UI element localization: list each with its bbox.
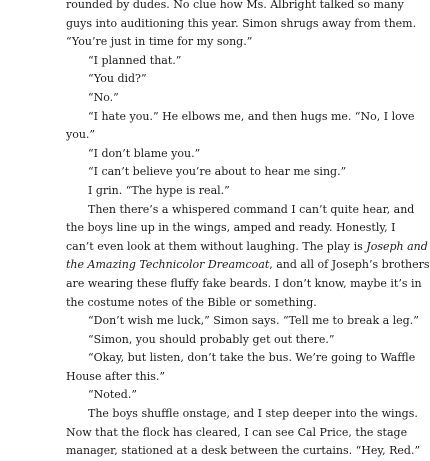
text-line: “Noted.” [88, 388, 137, 402]
text-line: Now that the flock has cleared, I can see Cal Price, the stage [66, 425, 408, 439]
text-line: Then there’s a whispered command I can’t quite hear, and [88, 202, 415, 216]
text-line: “You’re just in time for my song.” [66, 35, 253, 49]
text-line: “I planned that.” [88, 53, 182, 67]
text-line [66, 256, 430, 275]
text-line: rounded by dudes. No clue how Ms. Albright talked so many [66, 0, 404, 11]
play-title-part-2: the Amazing Technicolor Dreamcoat [66, 258, 270, 272]
text-line: the costume notes of the Bible or something. [66, 295, 317, 309]
play-title-part-1: Joseph and [366, 239, 428, 253]
text-line: you.” [66, 128, 96, 142]
text-segment: can’t even look at them without laughing. The play is [66, 239, 363, 253]
text-line: manager, stationed at a desk between the curtains. “Hey, Red.” [66, 444, 421, 458]
text-line: House after this.” [66, 369, 166, 383]
text-line [66, 238, 428, 257]
text-line: guys into auditioning this year. Simon shrugs away from them. [66, 16, 417, 30]
text-line: “No.” [88, 90, 119, 104]
text-line: The boys shuffle onstage, and I step deeper into the wings. [88, 407, 418, 421]
text-line: I grin. “The hype is real.” [88, 183, 230, 197]
body-text [66, 0, 430, 461]
text-line: the boys line up in the wings, amped and ready. Honestly, I [66, 221, 396, 235]
text-line: “I hate you.” He elbows me, and then hugs me. “No, I love [88, 109, 415, 123]
text-line: are wearing these fluffy fake beards. I don’t know, maybe it’s in [66, 276, 422, 290]
text-line: “Okay, but listen, don’t take the bus. We’re going to Waffle [88, 351, 416, 365]
text-line: “I can’t believe you’re about to hear me sing.” [88, 165, 347, 179]
text-line: “Don’t wish me luck,” Simon says. “Tell me to break a leg.” [88, 314, 419, 328]
text-line: “I don’t blame you.” [88, 146, 201, 160]
text-line: “You did?” [88, 72, 147, 86]
text-line: “Simon, you should probably get out there.” [88, 332, 335, 346]
text-segment: , and all of Joseph’s brothers [269, 258, 430, 272]
